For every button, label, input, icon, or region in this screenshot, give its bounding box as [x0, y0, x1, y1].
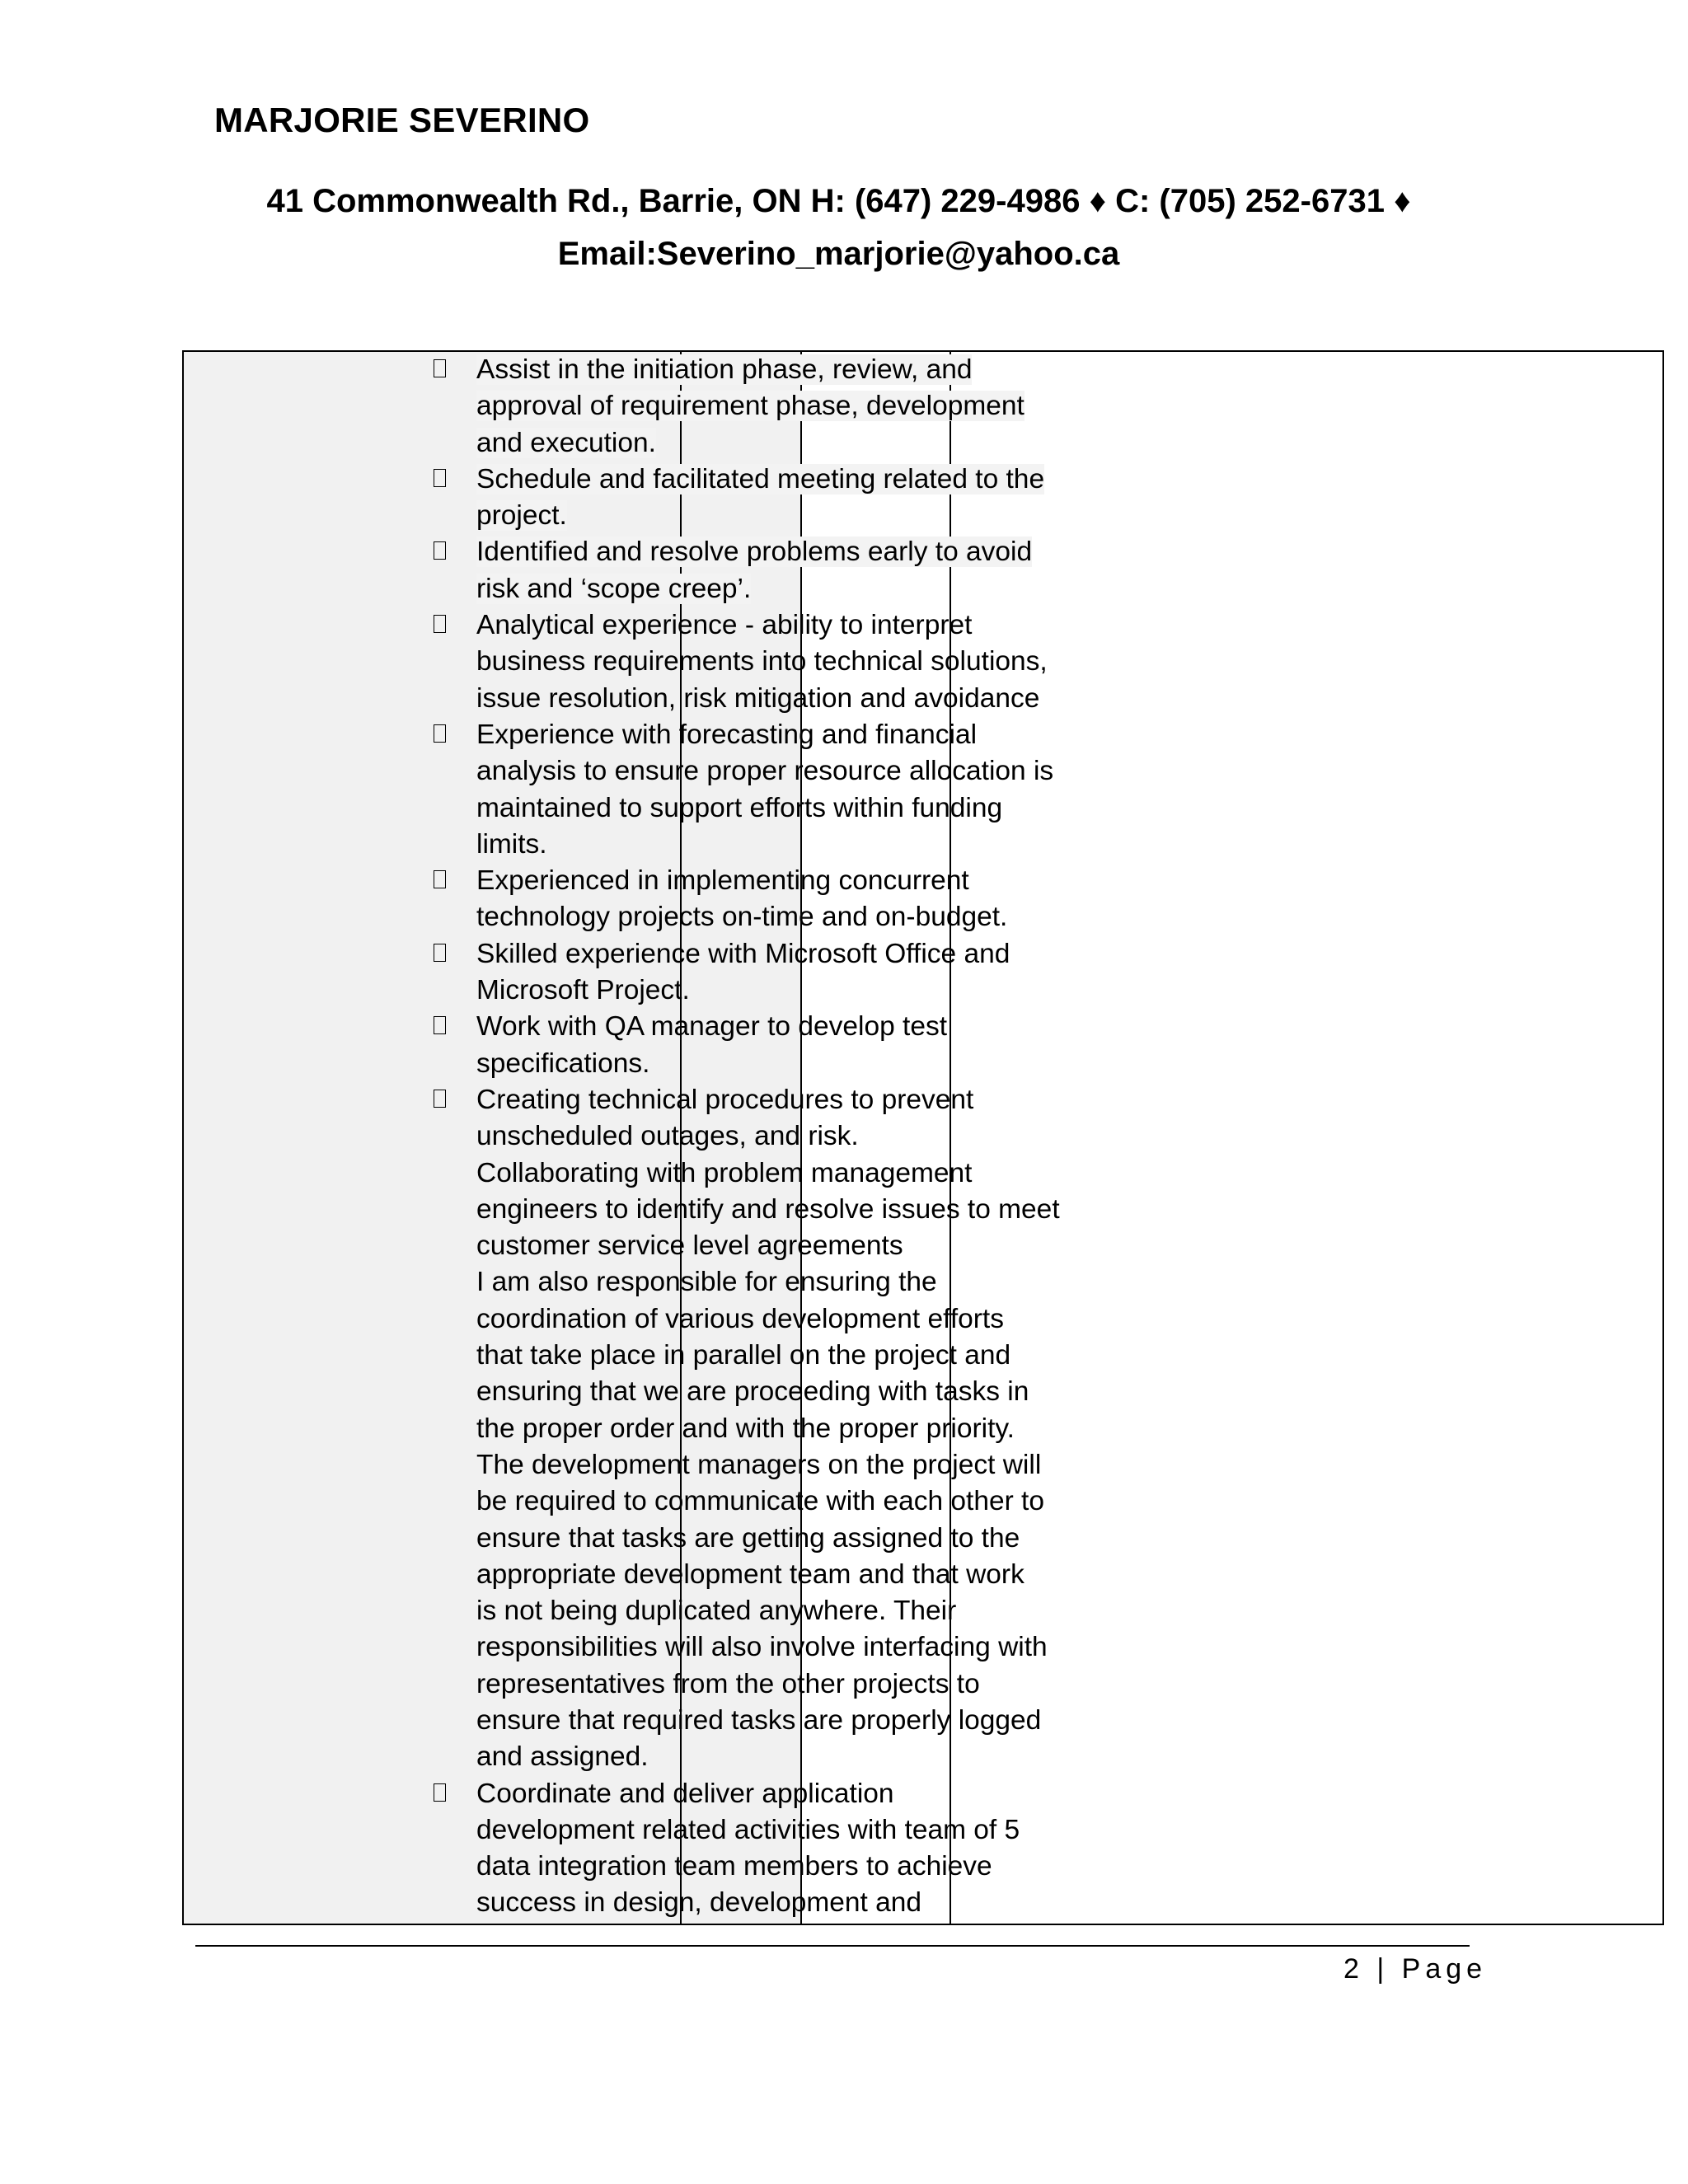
- list-item: [184, 607, 1662, 717]
- missing-glyph-bullet-icon: [434, 469, 446, 487]
- list-item-text: Experience with forecasting and financial analysis to ensure proper resource allocation is maintained to support efforts within funding limits.: [476, 719, 1054, 860]
- list-item: [184, 1082, 1662, 1776]
- missing-glyph-bullet-icon: [434, 1783, 446, 1802]
- missing-glyph-bullet-icon: [434, 1016, 446, 1034]
- page-number: 2: [1343, 1953, 1364, 1985]
- page-label: Page: [1401, 1953, 1488, 1985]
- missing-glyph-bullet-icon: [434, 724, 446, 743]
- contact-line-address-phones: 41 Commonwealth Rd., Barrie, ON H: (647) 229-4986 ♦ C: (705) 252-6731 ♦: [266, 183, 1411, 219]
- list-item: [184, 534, 1662, 607]
- list-item-text: Creating technical procedures to prevent unscheduled outages, and risk. Collaborating with problem management engineers to identify and resolve issues to meet customer service level agreements I am also responsible for ensuring the coordination of various development efforts that take place in parallel on the project and ensuring that we are proceeding with tasks in the proper order and with the proper priority. The development managers on the project will be required to communicate with each other to ensure that tasks are getting assigned to the appropriate development team and that work is not being duplicated anywhere. Their responsibilities will also involve interfacing with representatives from the other projects to ensure that required tasks are properly logged and assigned.: [476, 1084, 1060, 1773]
- list-item-text: Work with QA manager to develop test specifications.: [476, 1011, 948, 1079]
- list-item: [184, 717, 1662, 863]
- list-item: [184, 1776, 1662, 1922]
- list-item: [184, 863, 1662, 936]
- missing-glyph-bullet-icon: [434, 541, 446, 560]
- missing-glyph-bullet-icon: [434, 944, 446, 962]
- list-item: [184, 462, 1662, 535]
- contact-line-email: Email:Severino_marjorie@yahoo.ca: [557, 236, 1120, 272]
- list-item-text: Schedule and facilitated meeting related to the project.: [476, 463, 1045, 532]
- list-item-text: Coordinate and deliver application development related activities with team of 5 data integration team members to achieve success in design, development and: [476, 1778, 1020, 1919]
- footer-divider: [195, 1945, 1470, 1947]
- list-item-text: Experienced in implementing concurrent technology projects on-time and on-budget.: [476, 865, 1008, 933]
- experience-table: [182, 350, 1664, 1925]
- missing-glyph-bullet-icon: [434, 1090, 446, 1108]
- page-separator: |: [1376, 1953, 1390, 1985]
- list-item: [184, 352, 1662, 462]
- missing-glyph-bullet-icon: [434, 870, 446, 888]
- list-item-text: Analytical experience - ability to interpret business requirements into technical solutions, issue resolution, risk mitigation and avoidance: [476, 610, 1048, 714]
- list-item: [184, 936, 1662, 1010]
- list-item-text: Identified and resolve problems early to avoid risk and ‘scope creep’.: [476, 537, 1033, 604]
- missing-glyph-bullet-icon: [434, 359, 446, 377]
- list-item-text: Skilled experience with Microsoft Office and Microsoft Project.: [476, 938, 1010, 1006]
- missing-glyph-bullet-icon: [434, 615, 446, 633]
- page-footer: [1343, 1953, 1487, 1985]
- list-item-text: Assist in the initiation phase, review, and approval of requirement phase, development and execution.: [476, 354, 1025, 458]
- list-item: [184, 1009, 1662, 1082]
- responsibilities-list: [184, 352, 1662, 1922]
- resume-name: MARJORIE SEVERINO: [214, 101, 590, 139]
